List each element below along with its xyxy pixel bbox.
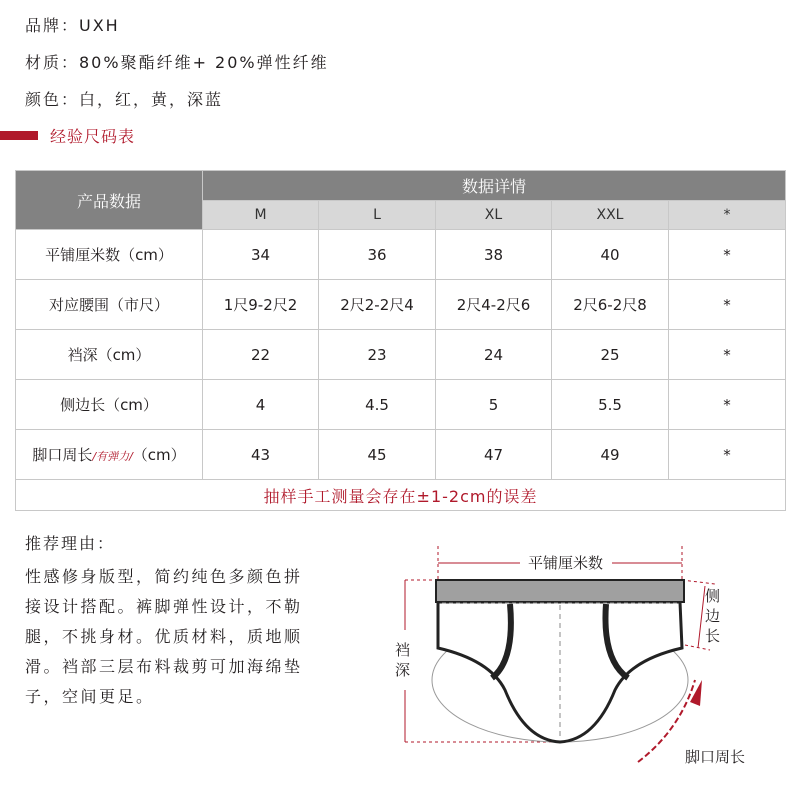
waistband	[436, 580, 684, 602]
table-cell: 38	[436, 230, 552, 280]
reasons-body: 性感修身版型，简约纯色多颜色拼接设计搭配。裤脚弹性设计，不勒腿，不挑身材。优质材料，质地顺滑。裆部三层布料裁剪可加海绵垫子，空间更足。	[25, 567, 303, 706]
size-header: L	[319, 201, 436, 230]
table-cell: 49	[552, 430, 669, 480]
table-cell: 43	[203, 430, 319, 480]
table-cell: 45	[319, 430, 436, 480]
table-cell: 2尺4-2尺6	[436, 280, 552, 330]
side-guide-top	[682, 580, 715, 584]
table-cell: 24	[436, 330, 552, 380]
table-cell: *	[669, 380, 786, 430]
table-cell: 34	[203, 230, 319, 280]
material-line: 材质：80%聚酯纤维+ 20%弹性纤维	[25, 53, 329, 72]
size-header: XXL	[552, 201, 669, 230]
table-cell: 40	[552, 230, 669, 280]
section-bar-accent	[0, 131, 38, 140]
col-header-details: 数据详情	[203, 171, 786, 201]
row-label-unit: （cm）	[132, 446, 186, 464]
section-title: 经验尺码表	[50, 126, 136, 146]
size-chart-heading	[0, 124, 135, 146]
size-table	[15, 170, 786, 511]
table-cell: 47	[436, 430, 552, 480]
brand-line: 品牌：UXH	[25, 16, 120, 35]
row-label: 对应腰围（市尺）	[16, 280, 203, 330]
table-cell: *	[669, 430, 786, 480]
table-cell: 22	[203, 330, 319, 380]
table-row	[16, 280, 786, 330]
leg-label: 脚口周长	[685, 748, 746, 766]
table-cell: 36	[319, 230, 436, 280]
table-cell: 1尺9-2尺2	[203, 280, 319, 330]
colors-line: 颜色：白，红，黄，深蓝	[25, 90, 224, 109]
leg-arrow-head	[690, 680, 702, 706]
row-label-text: 脚口周长	[32, 446, 93, 464]
row-label: 侧边长（cm）	[16, 380, 203, 430]
table-cell: *	[669, 230, 786, 280]
table-cell: 4	[203, 380, 319, 430]
size-header: *	[669, 201, 786, 230]
table-cell: *	[669, 280, 786, 330]
col-header-product-data: 产品数据	[16, 171, 203, 230]
table-cell: 5.5	[552, 380, 669, 430]
table-cell: *	[669, 330, 786, 380]
elastic-note: /有弹力/	[92, 450, 133, 463]
table-cell: 2尺2-2尺4	[319, 280, 436, 330]
crotch-label: 裆深	[395, 641, 411, 679]
table-cell: 25	[552, 330, 669, 380]
width-label: 平铺厘米数	[524, 552, 607, 573]
size-header: XL	[436, 201, 552, 230]
row-label: 裆深（cm）	[16, 330, 203, 380]
row-label	[16, 430, 203, 480]
reasons-title: 推荐理由：	[25, 534, 116, 553]
table-cell: 2尺6-2尺8	[552, 280, 669, 330]
table-row	[16, 230, 786, 280]
table-cell: 4.5	[319, 380, 436, 430]
table-row	[16, 330, 786, 380]
measurement-diagram	[380, 530, 800, 788]
measurement-footnote: 抽样手工测量会存在±1-2cm的误差	[16, 480, 786, 511]
side-label: 侧边长	[705, 587, 721, 645]
side-line	[698, 586, 705, 648]
table-cell: 5	[436, 380, 552, 430]
size-header: M	[203, 201, 319, 230]
table-row	[16, 430, 786, 480]
table-row	[16, 380, 786, 430]
table-cell: 23	[319, 330, 436, 380]
row-label: 平铺厘米数（cm）	[16, 230, 203, 280]
